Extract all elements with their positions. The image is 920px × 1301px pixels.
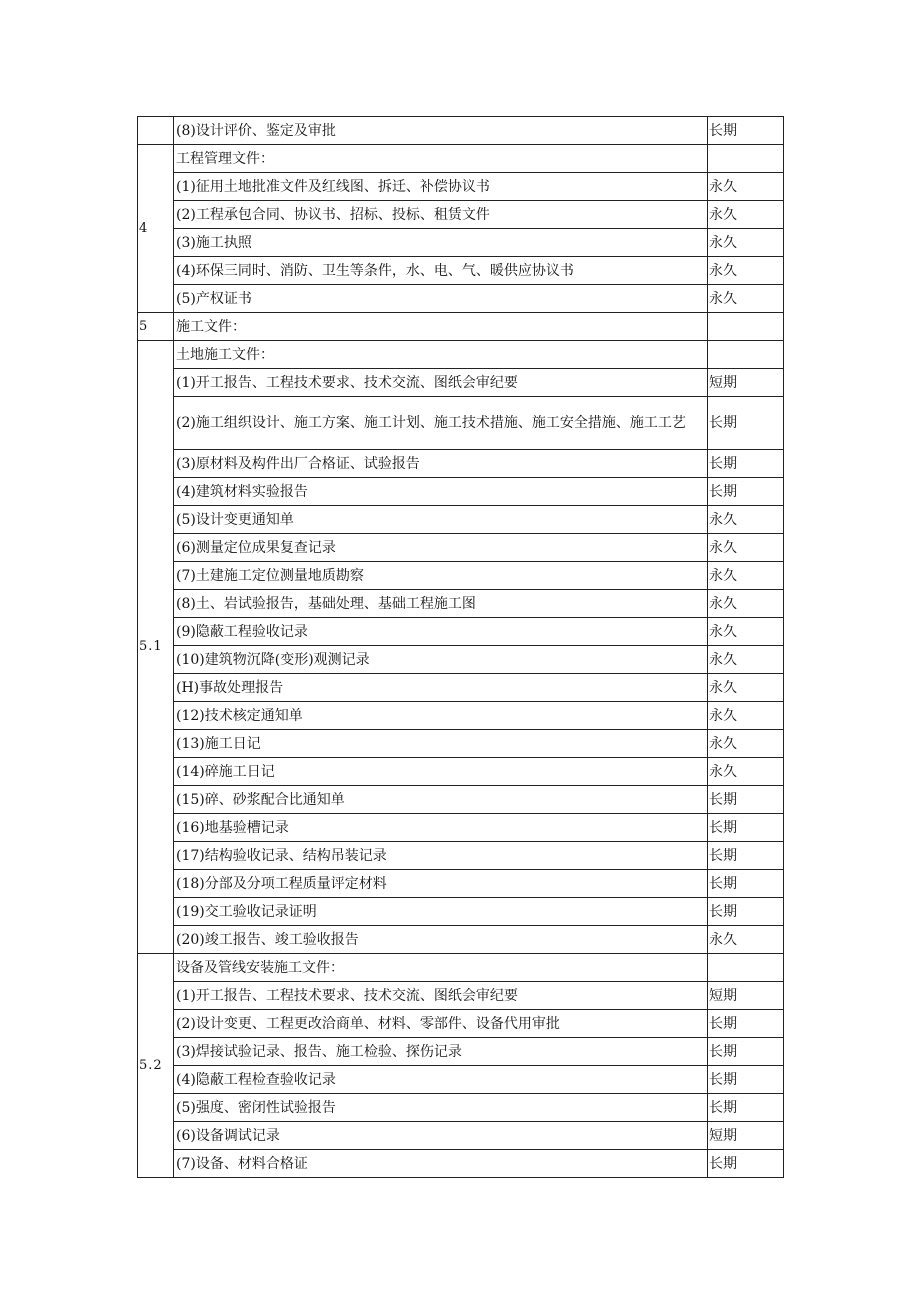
retention-cell: 长期 <box>708 450 784 478</box>
table-row <box>138 814 784 842</box>
item-cell: (3)施工执照 <box>174 229 708 257</box>
retention-cell <box>708 313 784 341</box>
section-cell: 4 <box>138 145 174 313</box>
table-row <box>138 341 784 369</box>
item-cell: (7)设备、材料合格证 <box>174 1150 708 1178</box>
item-cell: (8)土、岩试验报告，基础处理、基础工程施工图 <box>174 590 708 618</box>
item-cell: (2)施工组织设计、施工方案、施工计划、施工技术措施、施工安全措施、施工工艺 <box>174 397 708 450</box>
retention-cell: 短期 <box>708 982 784 1010</box>
table-row <box>138 145 784 173</box>
table-row <box>138 618 784 646</box>
retention-cell <box>708 341 784 369</box>
item-cell: (5)设计变更通知单 <box>174 506 708 534</box>
retention-cell: 永久 <box>708 618 784 646</box>
table-row <box>138 926 784 954</box>
table-row <box>138 478 784 506</box>
retention-cell <box>708 954 784 982</box>
retention-cell: 短期 <box>708 369 784 397</box>
table-row <box>138 898 784 926</box>
item-cell: (1)开工报告、工程技术要求、技术交流、图纸会审纪要 <box>174 982 708 1010</box>
item-heading-cell: 施工文件： <box>174 313 708 341</box>
table-row <box>138 117 784 145</box>
item-cell: (4)环保三同时、消防、卫生等条件，水、电、气、暖供应协议书 <box>174 257 708 285</box>
item-cell: (12)技术核定通知单 <box>174 702 708 730</box>
table-row <box>138 1010 784 1038</box>
table-row <box>138 674 784 702</box>
table-row <box>138 229 784 257</box>
retention-cell: 永久 <box>708 590 784 618</box>
retention-cell: 长期 <box>708 898 784 926</box>
retention-cell: 长期 <box>708 842 784 870</box>
table-row <box>138 646 784 674</box>
table-row <box>138 201 784 229</box>
item-cell: (19)交工验收记录证明 <box>174 898 708 926</box>
item-cell: (9)隐蔽工程验收记录 <box>174 618 708 646</box>
item-cell: (5)强度、密闭性试验报告 <box>174 1094 708 1122</box>
table-row <box>138 870 784 898</box>
item-cell: (2)设计变更、工程更改洽商单、材料、零部件、设备代用审批 <box>174 1010 708 1038</box>
retention-cell: 长期 <box>708 478 784 506</box>
table-row <box>138 397 784 450</box>
item-cell: (7)土建施工定位测量地质勘察 <box>174 562 708 590</box>
item-cell: (1)征用土地批准文件及红线图、拆迁、补偿协议书 <box>174 173 708 201</box>
item-cell: (10)建筑物沉降(变形)观测记录 <box>174 646 708 674</box>
retention-cell: 永久 <box>708 758 784 786</box>
retention-cell: 永久 <box>708 173 784 201</box>
retention-cell: 长期 <box>708 1094 784 1122</box>
item-cell: (14)碎施工日记 <box>174 758 708 786</box>
item-cell: (1)开工报告、工程技术要求、技术交流、图纸会审纪要 <box>174 369 708 397</box>
item-cell: (6)设备调试记录 <box>174 1122 708 1150</box>
table-row <box>138 506 784 534</box>
retention-cell: 长期 <box>708 1010 784 1038</box>
retention-cell: 永久 <box>708 674 784 702</box>
retention-cell: 永久 <box>708 534 784 562</box>
table-row <box>138 982 784 1010</box>
retention-cell: 长期 <box>708 814 784 842</box>
retention-cell: 永久 <box>708 257 784 285</box>
table-row <box>138 786 784 814</box>
retention-cell: 永久 <box>708 285 784 313</box>
retention-cell: 永久 <box>708 702 784 730</box>
table-row <box>138 1094 784 1122</box>
item-cell: (4)隐蔽工程检查验收记录 <box>174 1066 708 1094</box>
item-cell: (8)设计评价、鉴定及审批 <box>174 117 708 145</box>
retention-cell: 长期 <box>708 870 784 898</box>
section-cell: 5.2 <box>138 954 174 1178</box>
item-heading-cell: 设备及管线安装施工文件： <box>174 954 708 982</box>
table-row <box>138 954 784 982</box>
table-row <box>138 1122 784 1150</box>
retention-cell: 永久 <box>708 730 784 758</box>
item-cell: (18)分部及分项工程质量评定材料 <box>174 870 708 898</box>
retention-cell: 短期 <box>708 1122 784 1150</box>
item-cell: (6)测量定位成果复查记录 <box>174 534 708 562</box>
retention-cell: 永久 <box>708 926 784 954</box>
section-cell: 5 <box>138 313 174 341</box>
item-cell: (5)产权证书 <box>174 285 708 313</box>
item-cell: (3)焊接试验记录、报告、施工检验、探伤记录 <box>174 1038 708 1066</box>
item-cell: (3)原材料及构件出厂合格证、试验报告 <box>174 450 708 478</box>
item-cell: (20)竣工报告、竣工验收报告 <box>174 926 708 954</box>
table-row <box>138 1038 784 1066</box>
item-cell: (16)地基验槽记录 <box>174 814 708 842</box>
item-heading-cell: 工程管理文件： <box>174 145 708 173</box>
table-row <box>138 313 784 341</box>
item-cell: (17)结构验收记录、结构吊装记录 <box>174 842 708 870</box>
table-row <box>138 562 784 590</box>
table-row <box>138 1066 784 1094</box>
table-row <box>138 702 784 730</box>
table-row <box>138 534 784 562</box>
retention-cell: 长期 <box>708 786 784 814</box>
table-row <box>138 450 784 478</box>
retention-cell: 长期 <box>708 1066 784 1094</box>
table-row <box>138 590 784 618</box>
archive-retention-table <box>137 116 784 1178</box>
retention-cell: 长期 <box>708 1038 784 1066</box>
table-row <box>138 1150 784 1178</box>
retention-cell: 永久 <box>708 506 784 534</box>
item-cell: (13)施工日记 <box>174 730 708 758</box>
retention-cell: 永久 <box>708 562 784 590</box>
table-row <box>138 257 784 285</box>
item-cell: (H)事故处理报告 <box>174 674 708 702</box>
retention-cell: 永久 <box>708 229 784 257</box>
item-heading-cell: 土地施工文件： <box>174 341 708 369</box>
retention-cell: 永久 <box>708 201 784 229</box>
table-row <box>138 173 784 201</box>
table-row <box>138 842 784 870</box>
table-row <box>138 758 784 786</box>
section-cell: 5.1 <box>138 341 174 954</box>
retention-cell: 长期 <box>708 397 784 450</box>
table-row <box>138 730 784 758</box>
item-cell: (15)碎、砂浆配合比通知单 <box>174 786 708 814</box>
section-cell <box>138 117 174 145</box>
item-cell: (4)建筑材料实验报告 <box>174 478 708 506</box>
retention-cell: 永久 <box>708 646 784 674</box>
retention-cell: 长期 <box>708 1150 784 1178</box>
item-cell: (2)工程承包合同、协议书、招标、投标、租赁文件 <box>174 201 708 229</box>
retention-cell <box>708 145 784 173</box>
table-row <box>138 285 784 313</box>
retention-cell: 长期 <box>708 117 784 145</box>
table-row <box>138 369 784 397</box>
